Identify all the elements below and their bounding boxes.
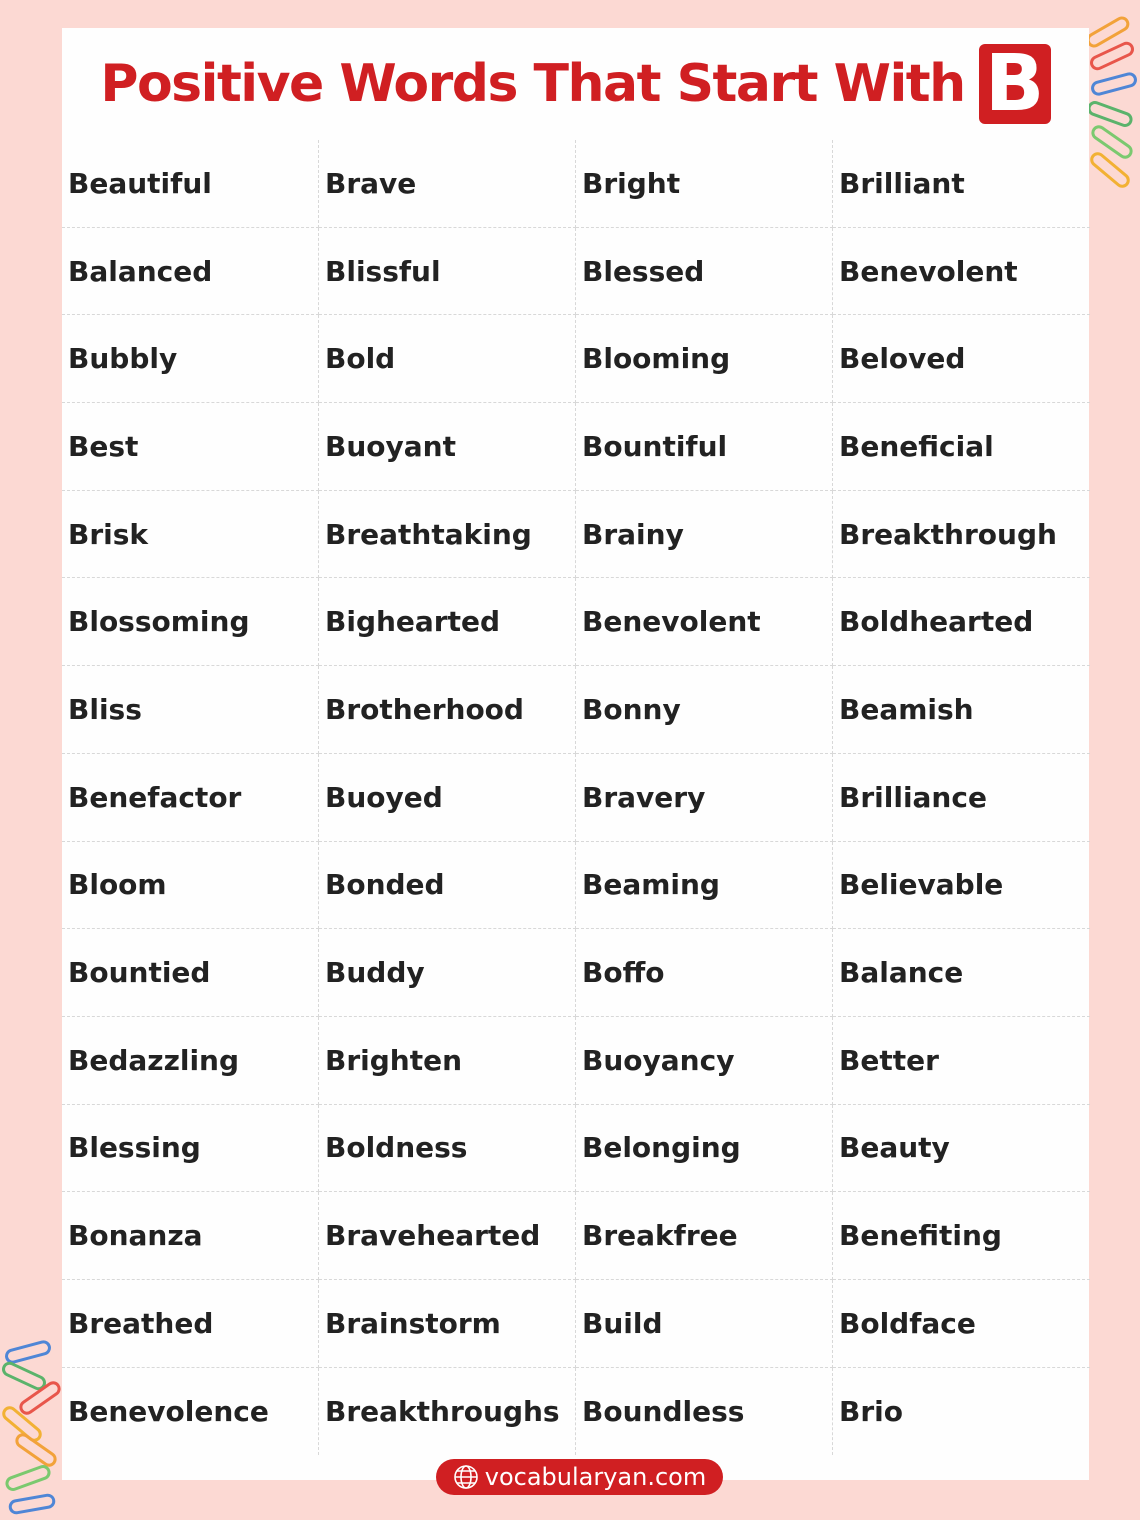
word-cell: Bliss [62, 666, 319, 754]
word-cell: Bold [319, 315, 576, 403]
globe-icon [453, 1464, 479, 1490]
word-cell: Buoyed [319, 754, 576, 842]
word-cell: Blissful [319, 228, 576, 316]
word-cell: Breathtaking [319, 491, 576, 579]
word-cell: Benefiting [833, 1192, 1090, 1280]
word-cell: Benevolence [62, 1368, 319, 1456]
word-cell: Brainy [576, 491, 833, 579]
word-cell: Benevolent [576, 578, 833, 666]
title-letter-badge: B [979, 44, 1051, 124]
word-cell: Belonging [576, 1105, 833, 1193]
word-cell: Better [833, 1017, 1090, 1105]
word-cell: Brainstorm [319, 1280, 576, 1368]
word-cell: Brotherhood [319, 666, 576, 754]
word-cell: Blessed [576, 228, 833, 316]
word-cell: Blossoming [62, 578, 319, 666]
word-cell: Buoyant [319, 403, 576, 491]
word-cell: Blessing [62, 1105, 319, 1193]
paperclips-bottom-left-icon [0, 1340, 70, 1520]
word-cell: Breakthrough [833, 491, 1090, 579]
word-cell: Brave [319, 140, 576, 228]
word-cell: Bedazzling [62, 1017, 319, 1105]
word-cell: Brilliant [833, 140, 1090, 228]
word-cell: Beauty [833, 1105, 1090, 1193]
word-cell: Boldface [833, 1280, 1090, 1368]
word-cell: Best [62, 403, 319, 491]
word-cell: Bonny [576, 666, 833, 754]
word-cell: Brighten [319, 1017, 576, 1105]
word-cell: Boldhearted [833, 578, 1090, 666]
word-cell: Beautiful [62, 140, 319, 228]
word-cell: Bubbly [62, 315, 319, 403]
word-cell: Bonanza [62, 1192, 319, 1280]
word-cell: Bravery [576, 754, 833, 842]
word-cell: Breathed [62, 1280, 319, 1368]
title-text: Positive Words That Start With [100, 54, 965, 114]
word-cell: Bountiful [576, 403, 833, 491]
word-cell: Benevolent [833, 228, 1090, 316]
website-url[interactable]: vocabularyan.com [484, 1463, 707, 1491]
word-cell: Believable [833, 842, 1090, 930]
word-cell: Bloom [62, 842, 319, 930]
website-badge[interactable] [436, 1459, 723, 1495]
word-cell: Brilliance [833, 754, 1090, 842]
word-cell: Buddy [319, 929, 576, 1017]
word-cell: Balanced [62, 228, 319, 316]
word-cell: Bonded [319, 842, 576, 930]
word-grid [62, 140, 1089, 1455]
word-cell: Bright [576, 140, 833, 228]
word-cell: Build [576, 1280, 833, 1368]
word-cell: Benefactor [62, 754, 319, 842]
word-cell: Blooming [576, 315, 833, 403]
word-cell: Balance [833, 929, 1090, 1017]
word-cell: Beloved [833, 315, 1090, 403]
word-cell: Buoyancy [576, 1017, 833, 1105]
page-title [62, 28, 1089, 140]
word-cell: Boffo [576, 929, 833, 1017]
word-cell: Boldness [319, 1105, 576, 1193]
word-sheet [62, 28, 1089, 1480]
word-cell: Breakfree [576, 1192, 833, 1280]
word-cell: Boundless [576, 1368, 833, 1456]
word-cell: Brio [839, 1394, 903, 1428]
word-cell: Bountied [62, 929, 319, 1017]
word-cell: Beamish [833, 666, 1090, 754]
word-cell: Brisk [62, 491, 319, 579]
word-cell: Breakthroughs [319, 1368, 576, 1456]
word-cell: Bravehearted [319, 1192, 576, 1280]
word-cell: Beaming [576, 842, 833, 930]
word-cell: Bighearted [319, 578, 576, 666]
word-cell: Beneficial [833, 403, 1090, 491]
